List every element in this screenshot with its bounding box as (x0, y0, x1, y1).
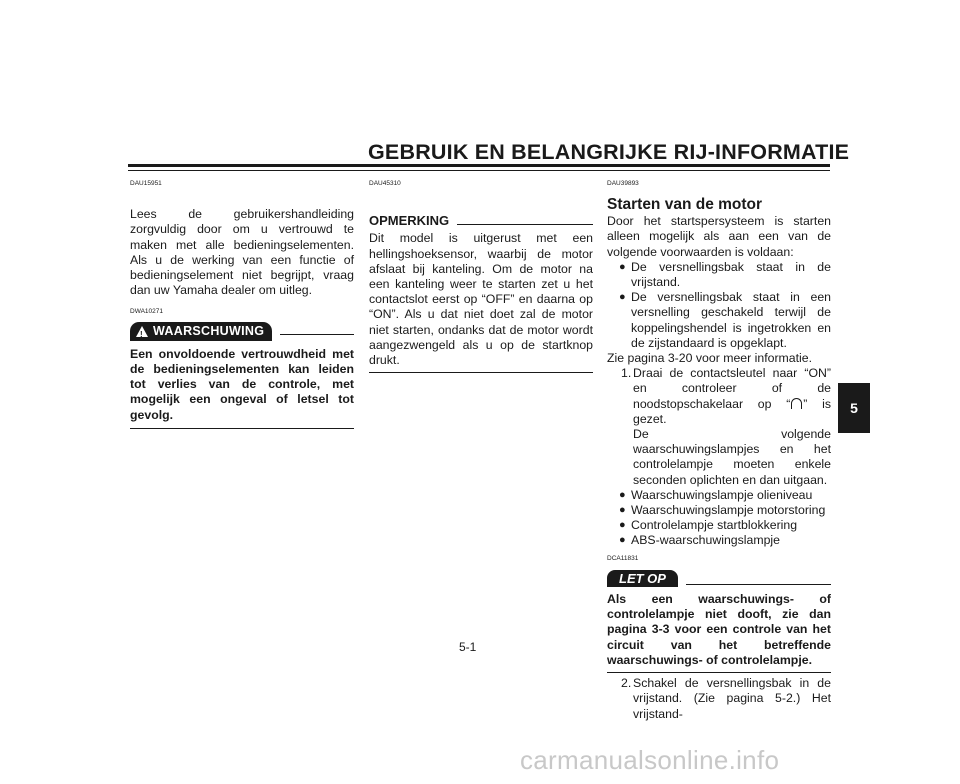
list-item (607, 533, 831, 548)
step-1 (607, 366, 831, 427)
see-page-text: Zie pagina 3-20 voor meer informatie. (607, 351, 813, 366)
list-item (607, 503, 831, 518)
caution-end-rule (607, 672, 831, 673)
warning-label: WAARSCHUWING (153, 323, 265, 338)
warning-header (130, 322, 354, 341)
step-number: 1. (621, 366, 632, 381)
step-1-text-b: ” is gezet. (633, 396, 831, 426)
list-item-text: De versnellingsbak staat in de vrijstand. (631, 259, 831, 290)
list-item (607, 518, 831, 533)
step-number: 2. (621, 676, 632, 691)
bullet-icon: ● (619, 504, 626, 517)
caution-badge: LET OP (607, 570, 678, 587)
page-title: GEBRUIK EN BELANGRIJKE RIJ-INFORMATIE (368, 140, 850, 164)
column-left (130, 176, 354, 429)
step-1-text-a: Draai de contactsleutel naar “ON” en controleer of de noodstopschakelaar op “ (633, 366, 831, 411)
title-rule-thin (128, 170, 830, 171)
step-2 (607, 676, 831, 722)
section-code: DAU15951 (130, 180, 162, 187)
list-item-text: Controlelampje startblokkering (631, 518, 798, 533)
step-text: Schakel de versnellingsbak in de vrijstand. (Zie pagina 5-2.) Het vrijstand- (633, 676, 831, 721)
note-header-rule (457, 224, 593, 225)
list-item (607, 290, 831, 351)
bullet-icon: ● (619, 291, 626, 304)
list-item-text: ABS-waarschuwingslampje (631, 533, 780, 548)
column-right (607, 176, 831, 722)
chapter-tab: 5 (838, 383, 870, 433)
warning-text: Een onvoldoende vertrouwdheid met de bedieningselementen kan leiden tot verlies van de controle, met mogelijk een ongeval of letsel tot gevolg. (130, 346, 354, 422)
warning-code: DWA10271 (130, 308, 163, 316)
note-header (369, 213, 593, 228)
list-item-text: Waarschuwingslampje motorstoring (631, 503, 826, 518)
section-title: Starten van de motor (607, 196, 763, 214)
watermark: carmanualsonline.info (520, 745, 780, 775)
list-item-text: De versnellingsbak staat in een versnelling geschakeld terwijl de koppelingshendel is ingetrokken en de zijstandaard is opgeklapt. (631, 290, 831, 350)
title-rule-thick (128, 164, 830, 167)
section-code: DAU45310 (369, 180, 401, 187)
warning-badge (130, 322, 272, 341)
list-item (607, 488, 831, 503)
note-end-rule (369, 372, 593, 373)
note-label: OPMERKING (369, 213, 450, 229)
bullet-icon: ● (619, 519, 626, 532)
caution-code: DCA11831 (607, 554, 639, 562)
section-code: DAU39893 (607, 180, 639, 187)
warning-header-rule (280, 334, 354, 335)
step-1-detail: De volgende waarschuwingslampjes en het controlelampje moeten enkele seconden oplichten en dan uitgaan. (633, 427, 831, 487)
warning-end-rule (130, 428, 354, 429)
intro-paragraph: Lees de gebruikershandleiding zorgvuldig door om u vertrouwd te maken met alle bedieningselementen. Als u de werking van een functie of bedieningselement niet begrijpt, vraag dan uw Yamaha dealer om uitleg. (130, 207, 354, 298)
note-text: Dit model is uitgerust met een hellingshoeksensor, waarbij de motor afslaat bij kanteling. Om de motor na een kanteling weer te starten zet u het contactslot eerst op “OFF” en daarna op “ON”. Als u dat niet doet zal de motor niet starten, ondanks dat de motor wordt aangezwengeld als u op de startknop drukt. (369, 231, 593, 368)
start-intro: Door het startspersysteem is starten alleen mogelijk als aan een van de volgende voorwaarden is voldaan: (607, 214, 831, 259)
caution-text: Als een waarschuwings- of controlelampje niet dooft, zie dan pagina 3-3 voor een controle van het circuit van het betreffende waarschuwings- of controlelampje. (607, 592, 831, 667)
caution-header-rule (686, 584, 831, 585)
list-item (607, 260, 831, 290)
bullet-icon: ● (619, 260, 626, 273)
step-text (633, 366, 831, 427)
caution-header (607, 570, 831, 587)
bullet-icon: ● (619, 488, 626, 501)
list-item-text: Waarschuwingslampje olieniveau (631, 487, 813, 502)
bullet-icon: ● (619, 534, 626, 547)
column-middle (369, 176, 593, 373)
page-number: 5-1 (459, 640, 477, 654)
engine-stop-run-icon (791, 398, 802, 409)
warning-triangle-icon (136, 326, 148, 337)
